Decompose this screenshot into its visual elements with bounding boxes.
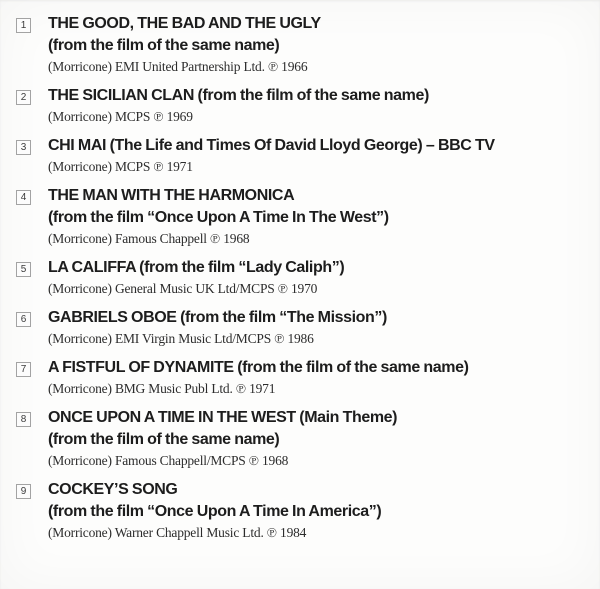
track-number-box: 6 — [16, 312, 31, 327]
track-credit: (Morricone) Famous Chappell/MCPS ℗ 1968 — [48, 453, 289, 468]
track-row — [16, 479, 586, 540]
track-title-line: (from the film “Once Upon A Time In The West”) — [48, 209, 389, 226]
track-title — [48, 307, 387, 329]
track-number-box: 1 — [16, 18, 31, 33]
track-row — [16, 307, 586, 346]
track-row — [16, 407, 586, 468]
track-title — [48, 407, 397, 451]
track-credit: (Morricone) Famous Chappell ℗ 1968 — [48, 231, 250, 246]
track-body — [48, 479, 381, 540]
track-credit: (Morricone) EMI Virgin Music Ltd/MCPS ℗ 1986 — [48, 331, 314, 346]
track-title-line: (from the film of the same name) — [48, 431, 280, 448]
track-body — [48, 135, 495, 174]
track-title-line: THE MAN WITH THE HARMONICA — [48, 187, 295, 204]
track-row — [16, 135, 586, 174]
track-body — [48, 85, 429, 124]
track-title-line: CHI MAI (The Life and Times Of David Lloyd George) – BBC TV — [48, 137, 495, 154]
track-credit: (Morricone) BMG Music Publ Ltd. ℗ 1971 — [48, 381, 276, 396]
track-row — [16, 257, 586, 296]
track-title-line: COCKEY’S SONG — [48, 481, 178, 498]
track-number-box: 4 — [16, 190, 31, 205]
track-title — [48, 357, 469, 379]
track-number-box: 9 — [16, 484, 31, 499]
track-credit: (Morricone) EMI United Partnership Ltd. ℗ 1966 — [48, 59, 308, 74]
track-row — [16, 85, 586, 124]
tracklist — [16, 13, 586, 540]
track-number-box: 8 — [16, 412, 31, 427]
track-title — [48, 85, 429, 107]
track-body — [48, 307, 387, 346]
track-credit: (Morricone) MCPS ℗ 1969 — [48, 109, 193, 124]
track-title-line: A FISTFUL OF DYNAMITE (from the film of the same name) — [48, 359, 469, 376]
track-title-line: (from the film “Once Upon A Time In America”) — [48, 503, 382, 520]
track-title-line: GABRIELS OBOE (from the film “The Mission”) — [48, 309, 387, 326]
track-title — [48, 479, 381, 523]
track-number-box: 3 — [16, 140, 31, 155]
track-credit: (Morricone) MCPS ℗ 1971 — [48, 159, 193, 174]
track-row — [16, 185, 586, 246]
track-body — [48, 185, 389, 246]
track-number-box: 7 — [16, 362, 31, 377]
track-body — [48, 407, 397, 468]
track-body — [48, 13, 321, 74]
track-title-line: THE GOOD, THE BAD AND THE UGLY — [48, 15, 321, 32]
track-title — [48, 13, 321, 57]
track-credit: (Morricone) Warner Chappell Music Ltd. ℗ 1984 — [48, 525, 307, 540]
track-credit: (Morricone) General Music UK Ltd/MCPS ℗ 1970 — [48, 281, 318, 296]
track-number-box: 2 — [16, 90, 31, 105]
track-title — [48, 185, 389, 229]
track-number-box: 5 — [16, 262, 31, 277]
track-title-line: LA CALIFFA (from the film “Lady Caliph”) — [48, 259, 345, 276]
track-body — [48, 357, 469, 396]
track-title-line: ONCE UPON A TIME IN THE WEST (Main Theme) — [48, 409, 398, 426]
track-title-line: (from the film of the same name) — [48, 37, 280, 54]
track-title — [48, 135, 495, 157]
track-title — [48, 257, 344, 279]
track-body — [48, 257, 344, 296]
track-title-line: THE SICILIAN CLAN (from the film of the same name) — [48, 87, 429, 104]
track-row — [16, 13, 586, 74]
track-row — [16, 357, 586, 396]
